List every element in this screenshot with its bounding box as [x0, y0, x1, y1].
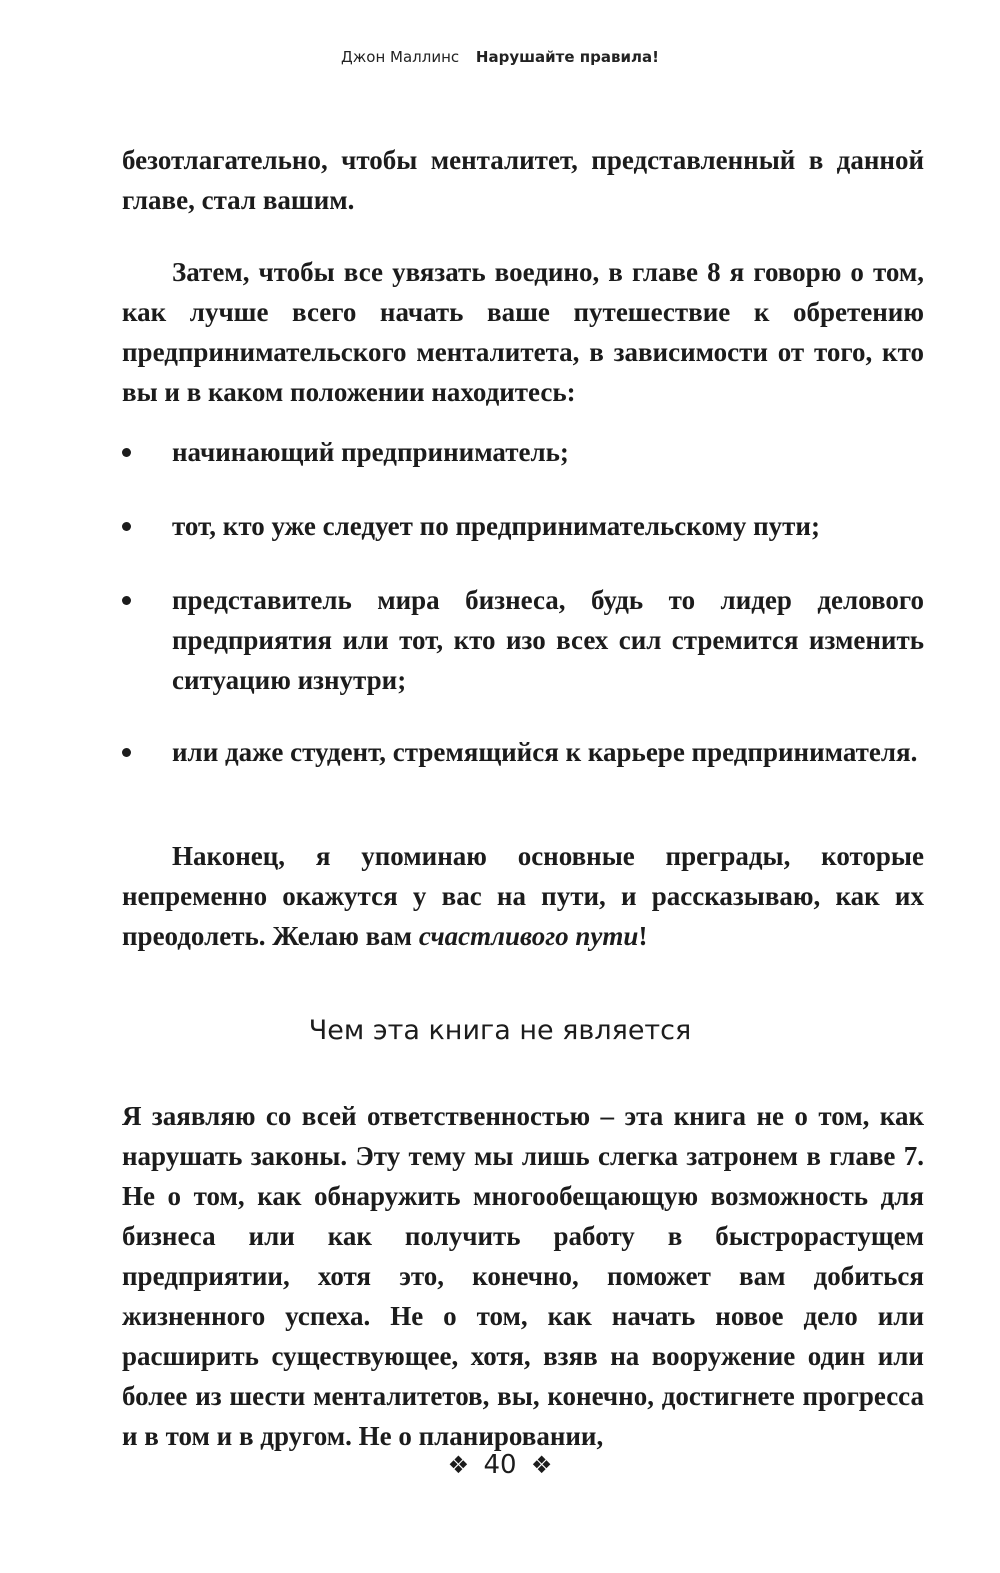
running-head-title: Нарушайте правила! [475, 48, 659, 66]
list-item-text: представитель мира бизнеса, будь то лидер делового предприятия или тот, кто изо всех сил стремится изменить ситуацию изнутри; [172, 585, 924, 695]
page-number-footer [0, 1450, 1000, 1480]
paragraph-chapter-8: Затем, чтобы все увязать воедино, в главе 8 я говорю о том, как лучше всего начать ваше путешествие к обретению предпринимательского менталитета, в зависимости от того, кто вы и в каком положении находитесь: [122, 257, 924, 407]
list-item-text: начинающий предприниматель; [172, 437, 569, 467]
diamond-ornament-icon: ❖ [530, 1451, 553, 1479]
list-item-text: или даже студент, стремящийся к карьере предпринимателя. [172, 737, 918, 767]
bullet-icon [122, 448, 131, 457]
list-item [122, 732, 924, 772]
bullet-icon [122, 748, 131, 757]
paragraph-conclusion [122, 836, 924, 956]
bullet-icon [122, 596, 131, 605]
list-item [122, 432, 924, 472]
paragraph-conclusion-end: ! [638, 921, 648, 951]
running-head [0, 48, 1000, 66]
paragraph-conclusion-italic: счастливого пути [418, 921, 639, 951]
list-item [122, 580, 924, 700]
running-head-author: Джон Маллинс [341, 48, 460, 66]
list-item-text: тот, кто уже следует по предпринимательскому пути; [172, 511, 820, 541]
section-heading: Чем эта книга не является [308, 1015, 692, 1046]
bullet-icon [122, 522, 131, 531]
list-item [122, 506, 924, 546]
paragraph-conclusion-text: Наконец, я упоминаю основные преграды, которые непременно окажутся у вас на пути, и рассказываю, как их преодолеть. Желаю вам [122, 841, 924, 951]
page-number: 40 [483, 1450, 517, 1480]
diamond-ornament-icon: ❖ [447, 1451, 470, 1479]
paragraph-continuation: безотлагательно, чтобы менталитет, представленный в данной главе, стал вашим. [122, 145, 924, 215]
paragraph-section: Я заявляю со всей ответственностью – эта книга не о том, как нарушать законы. Эту тему мы лишь слегка затронем в главе 7. Не о том, как обнаружить многообещающую возможность для бизнеса или как получить работу в быстрорастущем предприятии, хотя это, конечно, поможет вам добиться жизненного успеха. Не о том, как начать новое дело или расширить существующее, хотя, взяв на вооружение один или более из шести менталитетов, вы, конечно, достигнете прогресса и в том и в другом. Не о планировании, [122, 1101, 924, 1451]
